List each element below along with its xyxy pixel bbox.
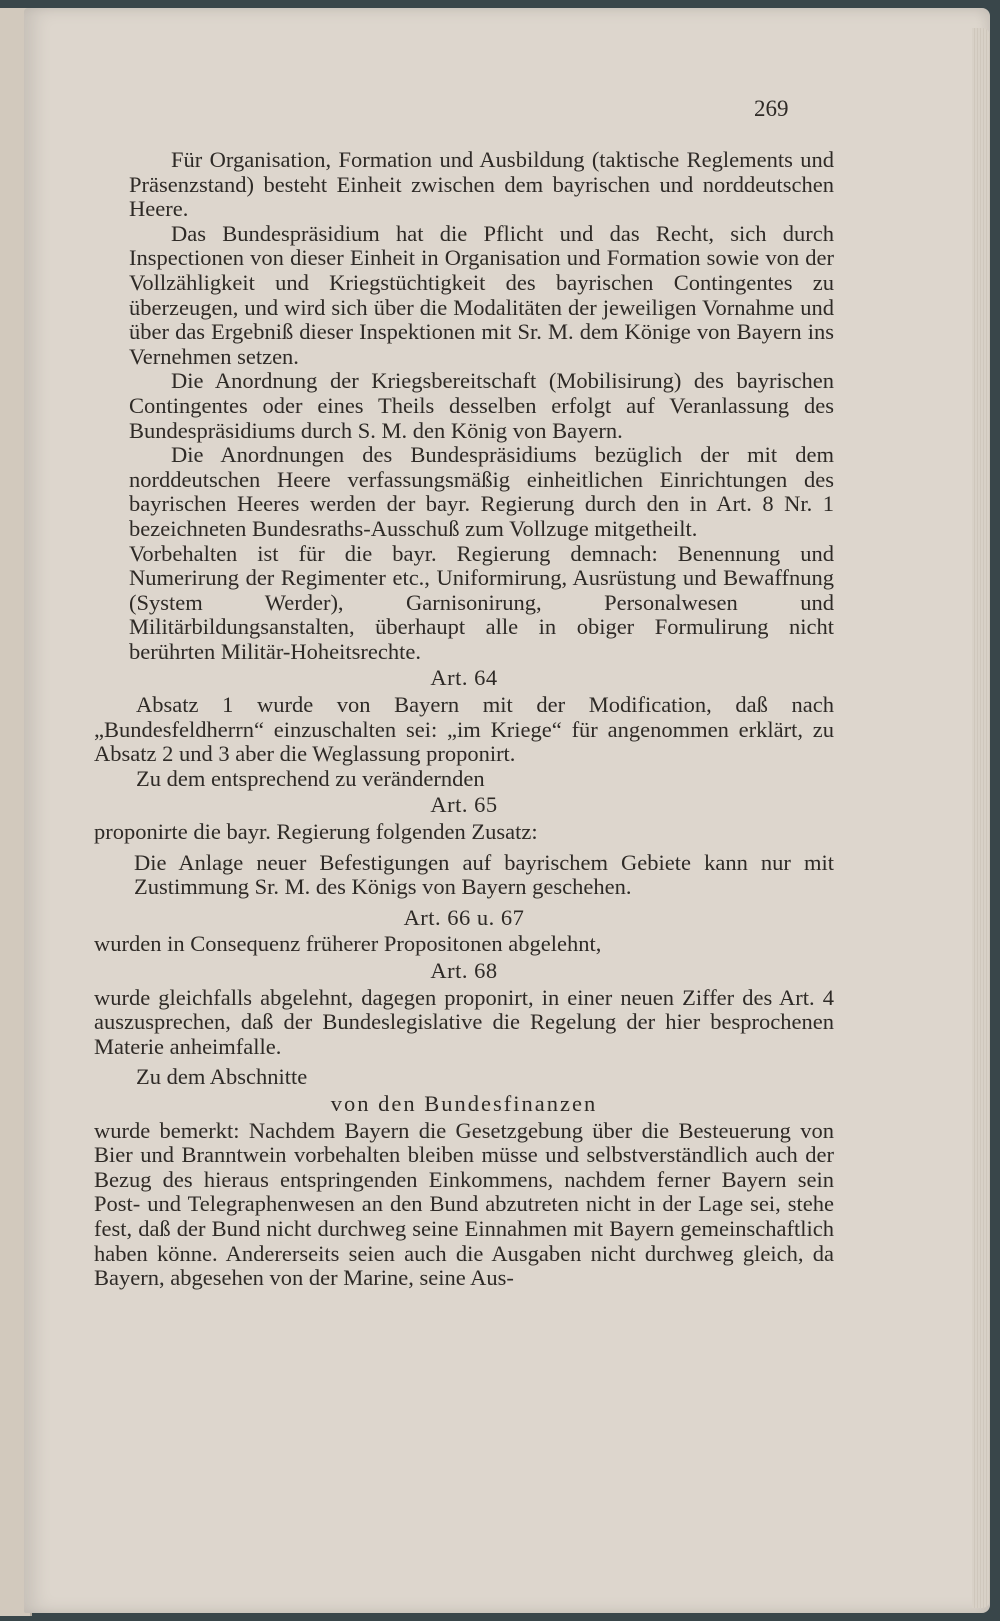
paragraph: Die Anordnung der Kriegsbereitschaft (Mobilisirung) des bayrischen Contingentes oder eines Theils desselben erfolgt auf Veranlassung des Bundespräsidiums durch S. M. den König von Bayern.	[129, 368, 834, 443]
paragraph: Zu dem Abschnitte	[136, 1064, 308, 1090]
page-number: 269	[754, 96, 789, 121]
article-heading: Art. 66 u. 67	[403, 904, 525, 930]
paragraph: wurde gleichfalls abgelehnt, dagegen proponirt, in einer neuen Ziffer des Art. 4 auszusprechen, daß der Bundeslegislative die Regelung der hier besprochenen Materie anheimfalle.	[94, 984, 834, 1059]
article-heading: Art. 65	[430, 792, 498, 818]
section-heading: von den Bundesfinanzen	[330, 1090, 598, 1116]
paragraph: Vorbehalten ist für die bayr. Regierung demnach: Benennung und Numerirung der Regimenter etc., Uniformirung, Ausrüstung und Bewaffnung (System Werder), Garnisonirung, Personalwesen und Militärbildungsanstalten, überhaupt alle in obiger Formulirung nicht berührten Militär-Hoheitsrechte.	[129, 540, 834, 664]
article-heading: Art. 68	[430, 958, 498, 983]
page-stack-edge	[972, 28, 990, 1608]
quoted-provision: Die Anlage neuer Befestigungen auf bayrischem Gebiete kann nur mit Zustimmung Sr. M. des Königs von Bayern geschehen.	[134, 849, 834, 900]
paragraph: Die Anordnungen des Bundespräsidiums bezüglich der mit dem norddeutschen Heere verfassungsmäßig einheitlichen Einrichtungen des bayrischen Heeres werden der bayr. Regierung durch den in Art. 8 Nr. 1 bezeichneten Bundesraths-Ausschuß zum Vollzuge mitgetheilt.	[129, 442, 834, 541]
paragraph: proponirte die bayr. Regierung folgenden Zusatz:	[94, 819, 538, 845]
paragraph: Absatz 1 wurde von Bayern mit der Modification, daß nach „Bundesfeldherrn“ einzuschalten sei: „im Kriege“ für angenommen erklärt, zu Absatz 2 und 3 aber die Weglassung proponirt.	[94, 692, 834, 767]
paragraph: wurde bemerkt: Nachdem Bayern die Gesetzgebung über die Besteuerung von Bier und Branntwein vorbehalten bleiben müsse und selbstverständlich auch der Bezug des hieraus entspringenden Einkommens, nachdem ferner Bayern sein Post- und Telegraphenwesen an den Bund abzutreten nicht in der Lage sei, stehe fest, daß der Bund nicht durchweg seine Einnahmen mit Bayern gemeinschaftlich haben könne. Andererseits seien auch die Ausgaben nicht durchweg gleich, da Bayern, abgesehen von der Marine, seine Aus-	[94, 1117, 834, 1291]
book-page	[24, 8, 990, 1613]
paragraph: Für Organisation, Formation und Ausbildung (taktische Reglements und Präsenzstand) besteht Einheit zwischen dem bayrischen und norddeutschen Heere.	[129, 147, 834, 222]
body-text	[94, 92, 834, 1291]
paragraph: Das Bundespräsidium hat die Pflicht und das Recht, sich durch Inspectionen von dieser Einheit in Organisation und Formation sowie von der Vollzähligkeit und Kriegstüchtigkeit des bayrischen Contingentes zu überzeugen, und wird sich über die Modalitäten der jeweiligen Vornahme und über das Ergebniß dieser Inspektionen mit Sr. M. dem Könige von Bayern ins Vernehmen setzen.	[129, 220, 834, 369]
paragraph: wurden in Consequenz früherer Propositonen abgelehnt,	[94, 931, 602, 957]
paragraph: Zu dem entsprechend zu verändernden	[136, 765, 485, 791]
article-heading: Art. 64	[430, 665, 498, 691]
